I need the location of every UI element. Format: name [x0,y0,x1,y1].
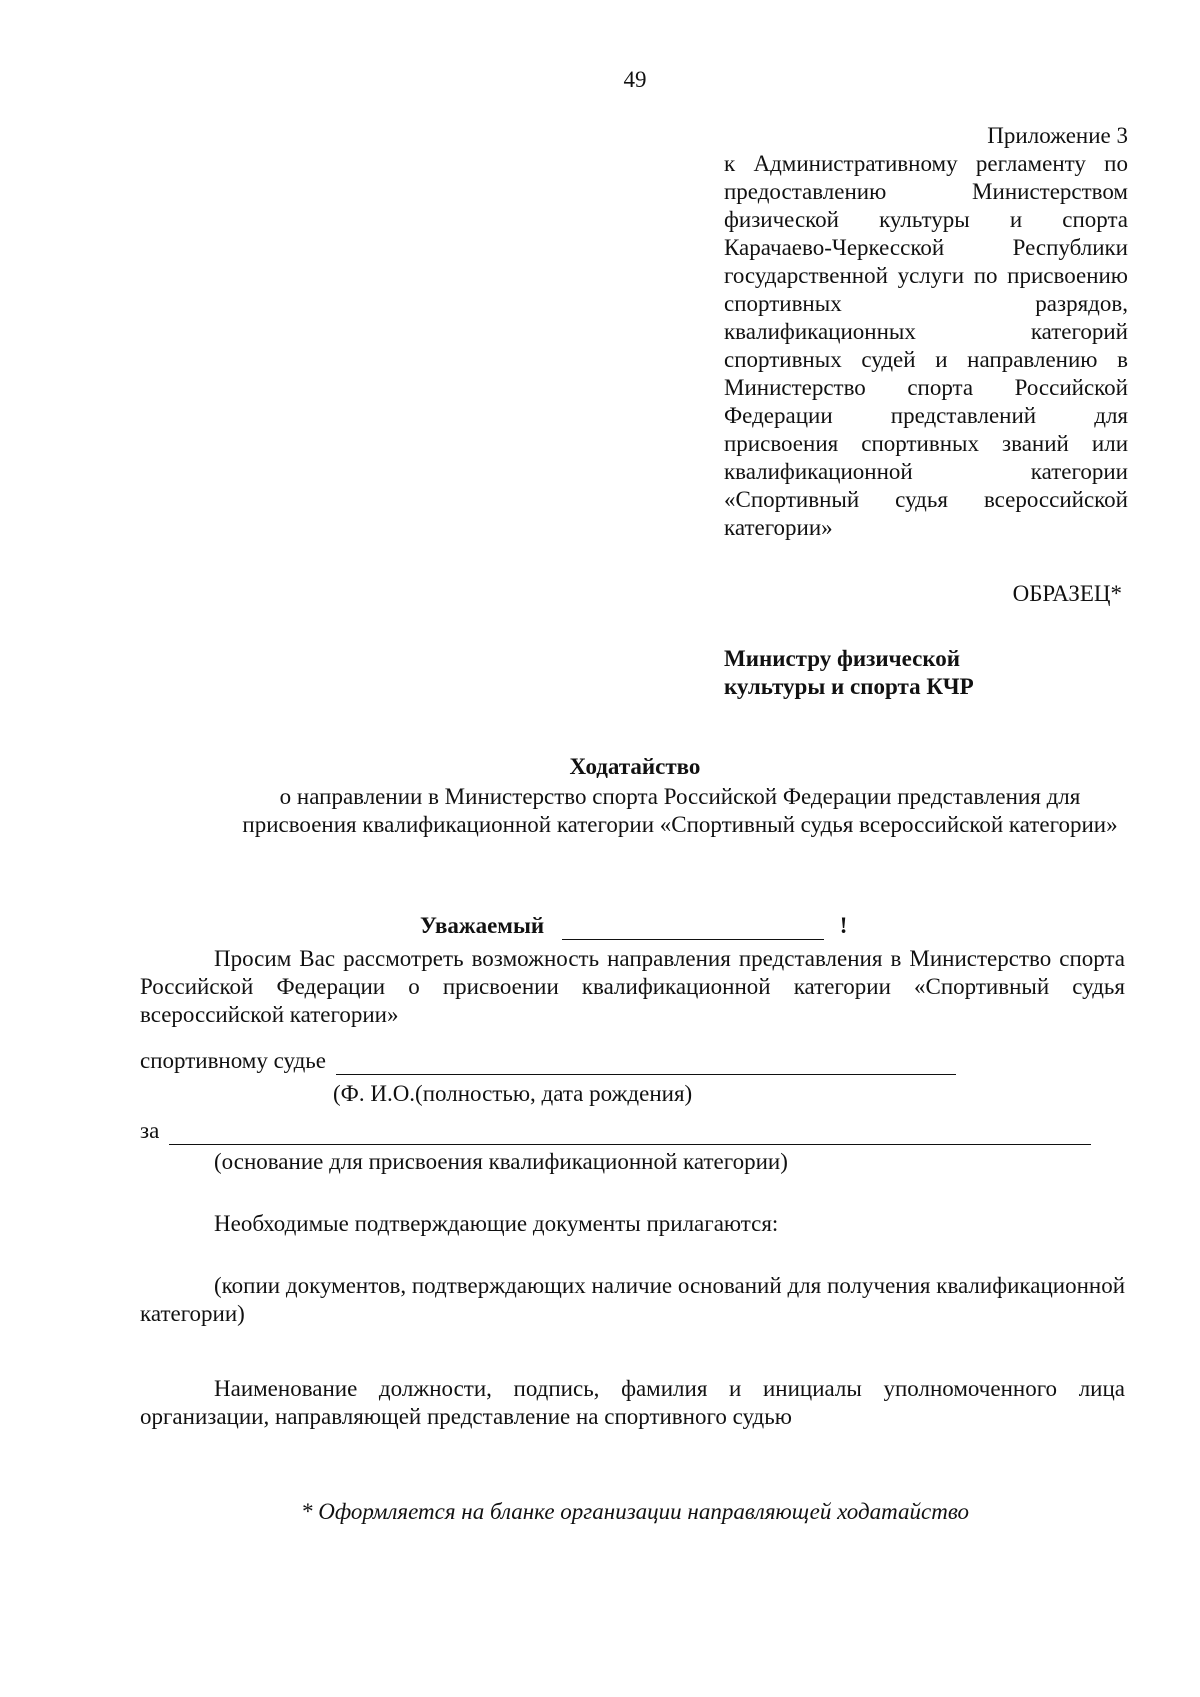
basis-label: за [140,1118,160,1143]
appendix-body: к Административному регламенту по предоставлению Министерством физической культуры и спорта Карачаево-Черкесской Республики государственной услуги по присвоению спортивных разрядов, квалификационных категорий спортивных судей и направлению в Министерство спорта Российской Федерации представлений для присвоения спортивных званий или квалификационной категории «Спортивный судья всероссийской категории» [724,151,1128,540]
page-number: 49 [623,67,647,92]
appendix-block [724,122,1128,542]
footnote: * Оформляется на бланке организации направляющей ходатайство [300,1499,969,1524]
referee-caption: (Ф. И.О.(полностью, дата рождения) [333,1081,693,1106]
documents-attached: Необходимые подтверждающие документы прилагаются: [214,1211,779,1236]
appendix-title: Приложение 3 [987,123,1128,148]
basis-caption: (основание для присвоения квалификационной категории) [214,1149,788,1174]
documents-note: (копии документов, подтверждающих наличие оснований для получения квалификационной категории) [140,1273,1125,1326]
addressee-name-blank [562,915,824,940]
addressee-block [724,645,1084,701]
petition-title: Ходатайство [569,754,701,779]
addressee-line-2: культуры и спорта КЧР [724,674,974,699]
basis-line [140,1117,1091,1145]
basis-blank [169,1120,1091,1145]
request-paragraph: Просим Вас рассмотреть возможность направления представления в Министерство спорта Российской Федерации о присвоении квалификационной категории «Спортивный судья всероссийской категории» [140,946,1125,1027]
sample-label: ОБРАЗЕЦ* [1012,581,1122,606]
referee-label: спортивному судье [140,1048,326,1073]
signature-paragraph: Наименование должности, подпись, фамилия и инициалы уполномоченного лица организации, направляющей представление на спортивного судью [140,1376,1125,1429]
petition-subtitle: о направлении в Министерство спорта Российской Федерации представления для присвоения квалификационной категории «Спортивный судья всероссийской категории» [242,784,1118,837]
referee-name-blank [336,1050,956,1075]
greeting-word: Уважаемый [420,913,545,938]
greeting-mark: ! [839,913,848,938]
referee-line [140,1047,956,1075]
greeting-line [420,912,847,940]
addressee-line-1: Министру физической [724,646,961,671]
